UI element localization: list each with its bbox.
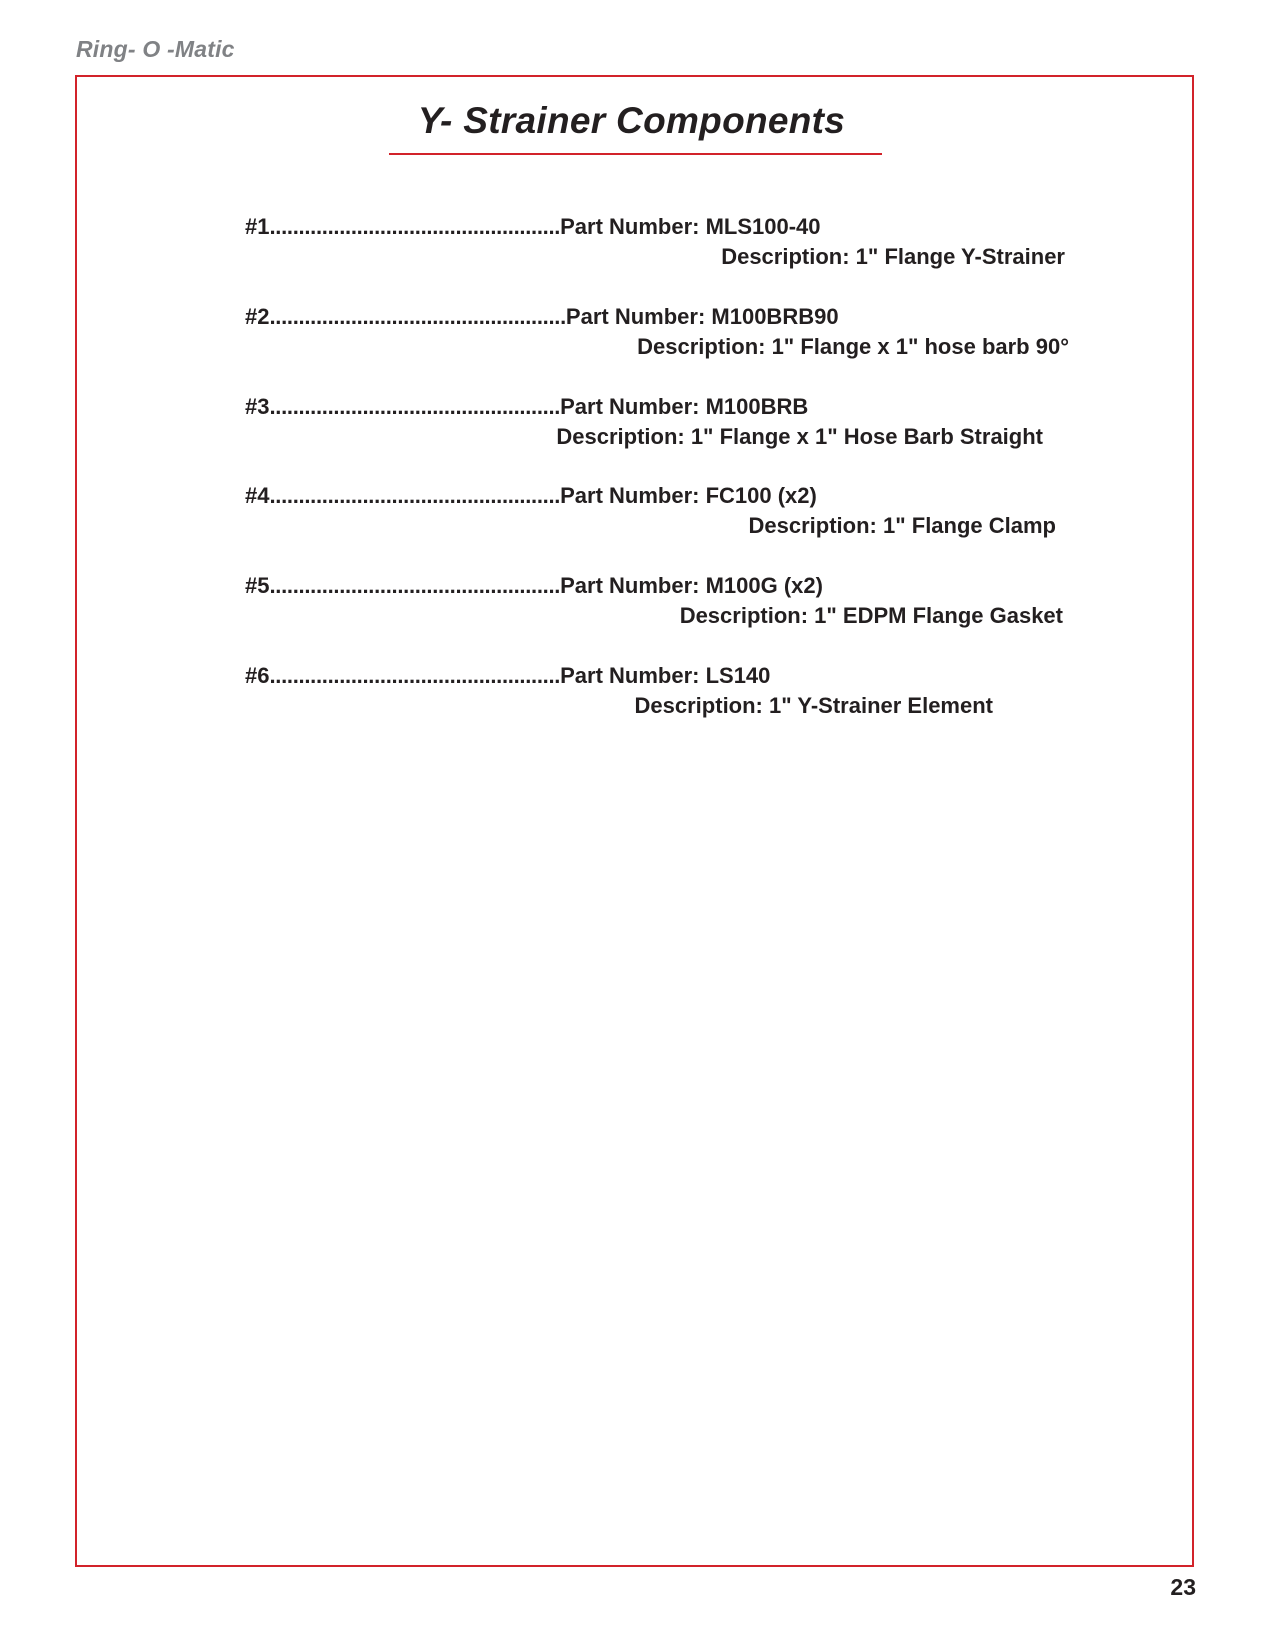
page-number: 23 bbox=[1170, 1574, 1196, 1600]
item-number: #4 bbox=[245, 483, 270, 508]
leader-dots: .................................................. bbox=[269, 483, 561, 508]
item-number: #2 bbox=[245, 304, 270, 329]
part-description: Description: 1" Y-Strainer Element bbox=[634, 693, 993, 718]
item-number: #6 bbox=[245, 663, 270, 688]
header-brand: Ring- O -Matic bbox=[76, 36, 235, 62]
part-number: Part Number: M100BRB90 bbox=[565, 304, 839, 329]
page-frame bbox=[75, 75, 1194, 1567]
part-line bbox=[245, 305, 839, 329]
part-description: Description: 1" Flange Y-Strainer bbox=[721, 244, 1065, 269]
part-number: Part Number: LS140 bbox=[560, 663, 771, 688]
page-title: Y- Strainer Components bbox=[417, 100, 846, 141]
leader-dots: ................................................... bbox=[269, 304, 566, 329]
item-number: #3 bbox=[245, 394, 270, 419]
leader-dots: .................................................. bbox=[269, 394, 561, 419]
part-description: Description: 1" Flange Clamp bbox=[748, 513, 1056, 538]
part-number: Part Number: MLS100-40 bbox=[560, 214, 821, 239]
part-number: Part Number: FC100 (x2) bbox=[560, 483, 817, 508]
part-description: Description: 1" Flange x 1" hose barb 90° bbox=[637, 334, 1069, 359]
part-line bbox=[245, 574, 823, 598]
part-description: Description: 1" Flange x 1" Hose Barb Straight bbox=[556, 424, 1043, 449]
part-line bbox=[245, 484, 817, 508]
leader-dots: .................................................. bbox=[269, 573, 561, 598]
leader-dots: .................................................. bbox=[269, 663, 561, 688]
part-line bbox=[245, 215, 821, 239]
part-description: Description: 1" EDPM Flange Gasket bbox=[679, 603, 1063, 628]
part-number: Part Number: M100BRB bbox=[560, 394, 809, 419]
title-underline bbox=[389, 153, 882, 155]
part-line bbox=[245, 395, 808, 419]
leader-dots: .................................................. bbox=[269, 214, 561, 239]
item-number: #5 bbox=[245, 573, 270, 598]
part-line bbox=[245, 664, 770, 688]
part-number: Part Number: M100G (x2) bbox=[560, 573, 823, 598]
item-number: #1 bbox=[245, 214, 270, 239]
